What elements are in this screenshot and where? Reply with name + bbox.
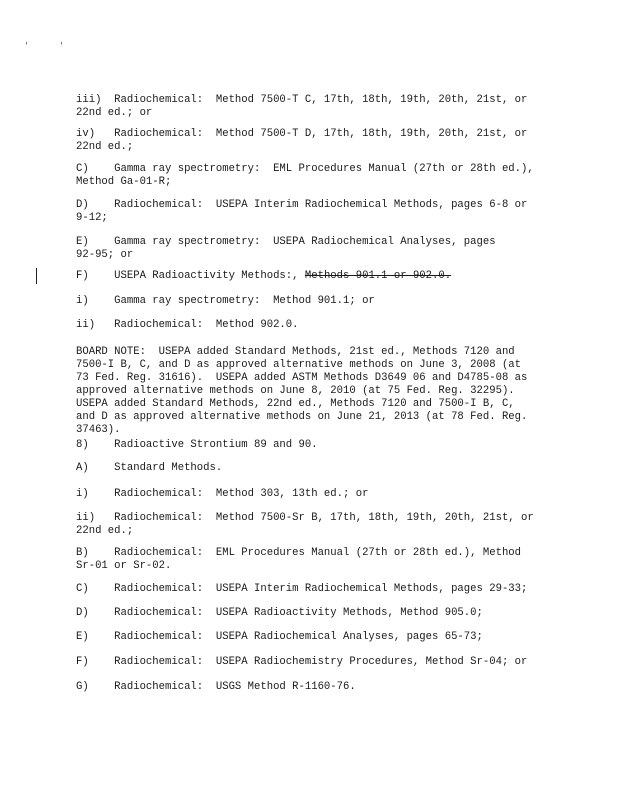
- item-D-radioactivity: D) Radiochemical: USEPA Radioactivity Methods, Method 905.0;: [76, 607, 483, 619]
- item-E-gamma: E) Gamma ray spectrometry: USEPA Radiochemical Analyses, pages 92-95; or: [76, 236, 496, 261]
- item-E-analyses: E) Radiochemical: USEPA Radiochemical Analyses, pages 65-73;: [76, 631, 483, 643]
- item-G-usgs: G) Radiochemical: USGS Method R-1160-76.: [76, 681, 356, 693]
- item-C-gamma: C) Gamma ray spectrometry: EML Procedures Manual (27th or 28th ed.), Method Ga-01-R;: [76, 163, 534, 188]
- item-F-radiochemistry: F) Radiochemical: USEPA Radiochemistry Procedures, Method Sr-04; or: [76, 656, 528, 668]
- margin-mark-right: ': [59, 42, 64, 51]
- item-F-ii: ii) Radiochemical: Method 902.0.: [76, 319, 299, 331]
- item-F-text: F) USEPA Radioactivity Methods:,: [76, 270, 305, 282]
- revision-bar: [36, 268, 37, 284]
- item-C-interim: C) Radiochemical: USEPA Interim Radiochemical Methods, pages 29-33;: [76, 583, 528, 595]
- item-A-standard-methods: A) Standard Methods.: [76, 462, 223, 474]
- margin-mark-left: ': [24, 42, 29, 51]
- item-F-i: i) Gamma ray spectrometry: Method 901.1; or: [76, 295, 375, 307]
- item-F-struck-text: Methods 901.1 or 902.0.: [304, 270, 452, 282]
- item-B-eml: B) Radiochemical: EML Procedures Manual (27th or 28th ed.), Method Sr-01 or Sr-02.: [76, 547, 522, 572]
- item-F-radioactivity: [76, 270, 538, 283]
- item-A-i: i) Radiochemical: Method 303, 13th ed.; or: [76, 488, 369, 500]
- item-iii: iii) Radiochemical: Method 7500-T C, 17th, 18th, 19th, 20th, 21st, or 22nd ed.; or: [76, 94, 528, 119]
- item-D-radiochemical: D) Radiochemical: USEPA Interim Radiochemical Methods, pages 6-8 or 9-12;: [76, 199, 528, 224]
- item-A-ii: ii) Radiochemical: Method 7500-Sr B, 17th, 18th, 19th, 20th, 21st, or 22nd ed.;: [76, 512, 534, 537]
- item-8-strontium: 8) Radioactive Strontium 89 and 90.: [76, 439, 318, 451]
- item-iv: iv) Radiochemical: Method 7500-T D, 17th, 18th, 19th, 20th, 21st, or 22nd ed.;: [76, 128, 528, 153]
- board-note: BOARD NOTE: USEPA added Standard Methods, 21st ed., Methods 7120 and 7500-I B, C, and D as approved alternative methods on June 3, 2008 (at 73 Fed. Reg. 31616). USEPA added ASTM Methods D3649 06 and D4785-08 as approved alternative methods on June 8, 2010 (at 75 Fed. Reg. 32295). USEPA added Standard Methods, 22nd ed., Methods 7120 and 7500-I B, C, and D as approved alternative methods on June 21, 2013 (at 78 Fed. Reg. 37463).: [76, 346, 528, 436]
